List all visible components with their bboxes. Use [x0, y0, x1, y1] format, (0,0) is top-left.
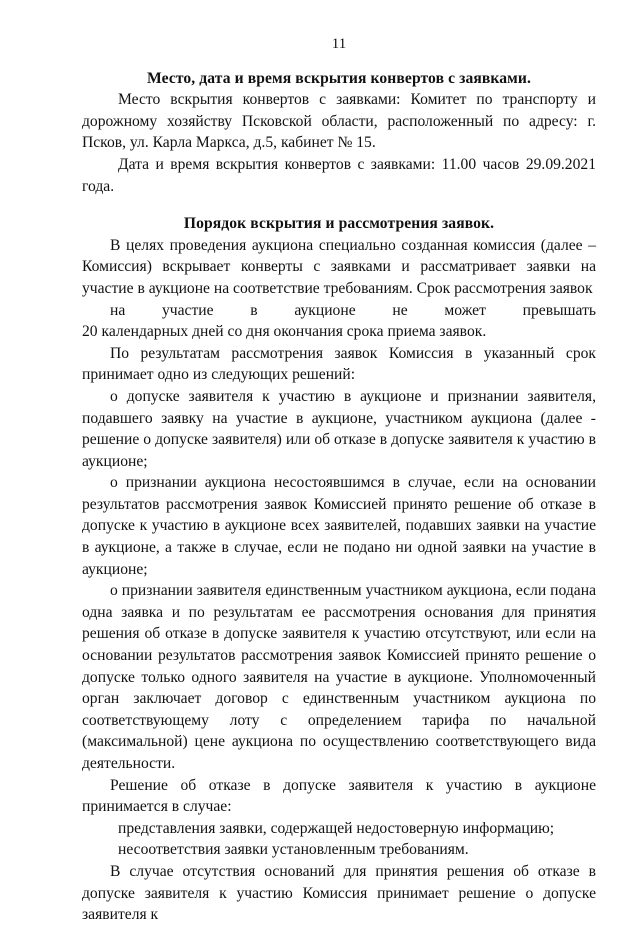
section-heading-opening-place: Место, дата и время вскрытия конвертов с заявками. — [147, 69, 531, 87]
paragraph-decision-admission: о допуске заявителя к участию в аукционе и признании заявителя, подавшего заявку на участие в аукционе, участником аукциона (далее - решение о допуске заявителя) или об отказе в допуске заявителя к участию в аукционе; — [82, 387, 596, 470]
document-page — [82, 34, 596, 926]
paragraph-decision-failed-auction: о признании аукциона несостоявшимся в случае, если на основании результатов рассмотрения заявок Комиссией принято решение об отказе в допуске к участию в аукционе всех заявителей, подавших заявки на участие в аукционе, а также в случае, если не подано ни одной заявки на участие в аукционе; — [82, 474, 596, 578]
paragraph-commission-review — [82, 235, 596, 343]
paragraph-commission-review-line: на участие в аукционе не может превышать — [110, 301, 596, 319]
paragraph-admission-decision: В случае отсутствия оснований для принятия решения об отказе в допуске заявителя к участию Комиссия принимает решение о допуске заявителя к — [82, 862, 596, 924]
paragraph-refusal-cases: Решение об отказе в допуске заявителя к участию в аукционе принимается в случае: — [82, 776, 596, 816]
paragraph-commission-review-end: 20 календарных дней со дня окончания срока приема заявок. — [82, 323, 487, 341]
paragraph-decisions-intro: По результатам рассмотрения заявок Комиссия в указанный срок принимает одно из следующих решений: — [82, 344, 596, 384]
page-number: 11 — [331, 36, 347, 52]
paragraph-decision-sole-participant: о признании заявителя единственным участником аукциона, если подана одна заявка и по результатам ее рассмотрения основания для принятия решения об отказе в допуске заявителя к участию отсутствуют, или если на основании результатов рассмотрения заявок Комиссией принято решение о допуске только одного заявителя на участие в аукционе. Уполномоченный орган заключает договор с единственным участником аукциона по соответствующему лоту с определением тарифа по начальной (максимальной) цене аукциона по осуществлению соответствующего вида деятельности. — [82, 582, 596, 772]
section-heading-review-procedure: Порядок вскрытия и рассмотрения заявок. — [183, 215, 495, 233]
list-item-noncompliance: несоответствия заявки установленным требованиям. — [118, 841, 469, 859]
paragraph-opening-datetime: Дата и время вскрытия конвертов с заявками: 11.00 часов 29.09.2021 года. — [82, 155, 596, 195]
list-item-false-information: представления заявки, содержащей недостоверную информацию; — [118, 819, 555, 837]
paragraph-commission-review-start: В целях проведения аукциона специально созданная комиссия (далее – Комиссия) вскрывает конверты с заявками и рассматривает заявки на участие в аукционе на соответствие требованиям. Срок рассмотрения заявок — [82, 236, 596, 297]
paragraph-opening-place: Место вскрытия конвертов с заявками: Комитет по транспорту и дорожному хозяйству Псковской области, расположенный по адресу: г. Псков, ул. Карла Маркса, д.5, кабинет № 15. — [82, 91, 596, 152]
